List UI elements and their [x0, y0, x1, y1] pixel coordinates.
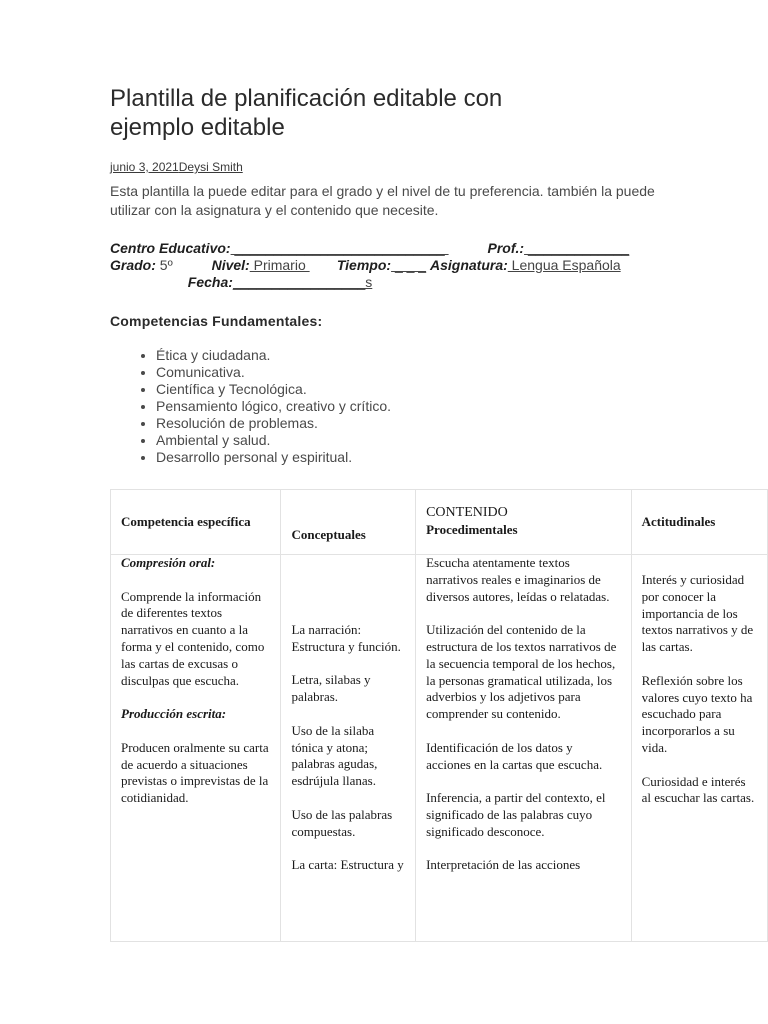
prof-value: _____________: [524, 240, 630, 256]
grado-label: Grado:: [110, 257, 156, 273]
cell-subheading: Compresión oral:: [121, 555, 216, 570]
header-competencia-especifica: Competencia específica: [111, 490, 281, 555]
cell-text: Producen oralmente su carta de acuerdo a situaciones previstas o imprevistas de la cotidianidad.: [121, 739, 269, 806]
competencias-list: [110, 347, 768, 466]
cell-text: Interpretación de las acciones: [426, 857, 581, 873]
centro-label: Centro Educativo:: [110, 240, 231, 256]
cell-text: Comprende la información de diferentes textos narrativos en cuanto a la forma y el contenido, como las cartas de excusas o disculpas que escucha.: [121, 588, 265, 688]
cell-text: Uso de las palabras compuestas.: [291, 806, 393, 839]
intro-paragraph: Esta plantilla la puede editar para el grado y el nivel de tu preferencia. también la puede utilizar con la asignatura y el contenido que necesite.: [110, 183, 655, 218]
planning-form-header: [110, 240, 630, 291]
cell-actitudinales: [631, 555, 767, 942]
cell-text: Inferencia, a partir del contexto, el significado de las palabras cuyo significado desconoce.: [426, 790, 606, 839]
header-contenido: [416, 490, 632, 555]
list-item: • Científica y Tecnológica.: [156, 381, 768, 398]
cell-conceptuales: [281, 555, 416, 942]
table-header-row: [111, 490, 768, 555]
cell-text: Uso de la silaba tónica y atona; palabras agudas, esdrújula llanas.: [291, 722, 378, 789]
centro-value: ___________________________: [230, 240, 449, 256]
fecha-label: Fecha:: [187, 274, 233, 290]
list-item: • Ética y ciudadana.: [156, 347, 768, 364]
cell-text: Reflexión sobre los valores cuyo texto ha escuchado para incorporarlos a su vida.: [641, 672, 753, 755]
asignatura-label: Asignatura:: [429, 257, 508, 273]
tiempo-value: _ _ _: [391, 257, 427, 273]
header-conceptuales: Conceptuales: [281, 490, 416, 555]
cell-text: La carta: Estructura y: [291, 857, 404, 873]
grado-value: 5º: [155, 257, 173, 273]
post-date-link[interactable]: junio 3, 2021: [110, 160, 179, 174]
list-item: • Pensamiento lógico, creativo y crítico.: [156, 398, 768, 415]
cell-text: Curiosidad e interés al escuchar las cartas.: [641, 773, 755, 806]
planning-table: [110, 489, 768, 942]
post-meta: [110, 160, 768, 174]
nivel-label: Nivel:: [211, 257, 250, 273]
page-title: Plantilla de planificación editable con ejemplo editable: [110, 85, 503, 141]
cell-text: Interés y curiosidad por conocer la importancia de los textos narrativos y de las cartas.: [641, 572, 754, 655]
cell-text: La narración: Estructura y función.: [291, 622, 401, 654]
prof-label: Prof.:: [487, 240, 525, 256]
cell-procedimentales: [416, 555, 632, 942]
cell-competencia-especifica: [111, 555, 281, 942]
asignatura-value: Lengua Española: [507, 257, 621, 273]
cell-text: Utilización del contenido de la estructura de los textos narrativos de la secuencia temporal de los hechos, la personas gramatical utilizada, los adverbios y los adjetivos para comprender su contenido.: [426, 622, 617, 722]
list-item: • Resolución de problemas.: [156, 415, 768, 432]
cell-text: Letra, silabas y palabras.: [291, 672, 371, 705]
article: [110, 84, 768, 466]
cell-text: Identificación de los datos y acciones en la cartas que escucha.: [426, 739, 603, 772]
cell-text: Escucha atentamente textos narrativos reales e imaginarios de diversos autores, leídas o relatadas.: [426, 555, 610, 604]
list-item: • Desarrollo personal y espiritual.: [156, 449, 768, 466]
nivel-value: Primario: [249, 257, 310, 273]
cell-subheading: Producción escrita:: [121, 706, 227, 722]
list-item: • Ambiental y salud.: [156, 432, 768, 449]
list-item: • Comunicativa.: [156, 364, 768, 381]
author-link[interactable]: Deysi Smith: [178, 160, 243, 174]
header-actitudinales: Actitudinales: [631, 490, 767, 555]
header-contenido-label: CONTENIDO: [426, 505, 508, 521]
competencias-heading: Competencias Fundamentales:: [110, 313, 323, 329]
tiempo-label: Tiempo:: [336, 257, 392, 273]
fecha-value: _________________s: [232, 274, 373, 290]
table-row: [111, 555, 768, 942]
header-procedimentales: Procedimentales: [426, 522, 518, 537]
